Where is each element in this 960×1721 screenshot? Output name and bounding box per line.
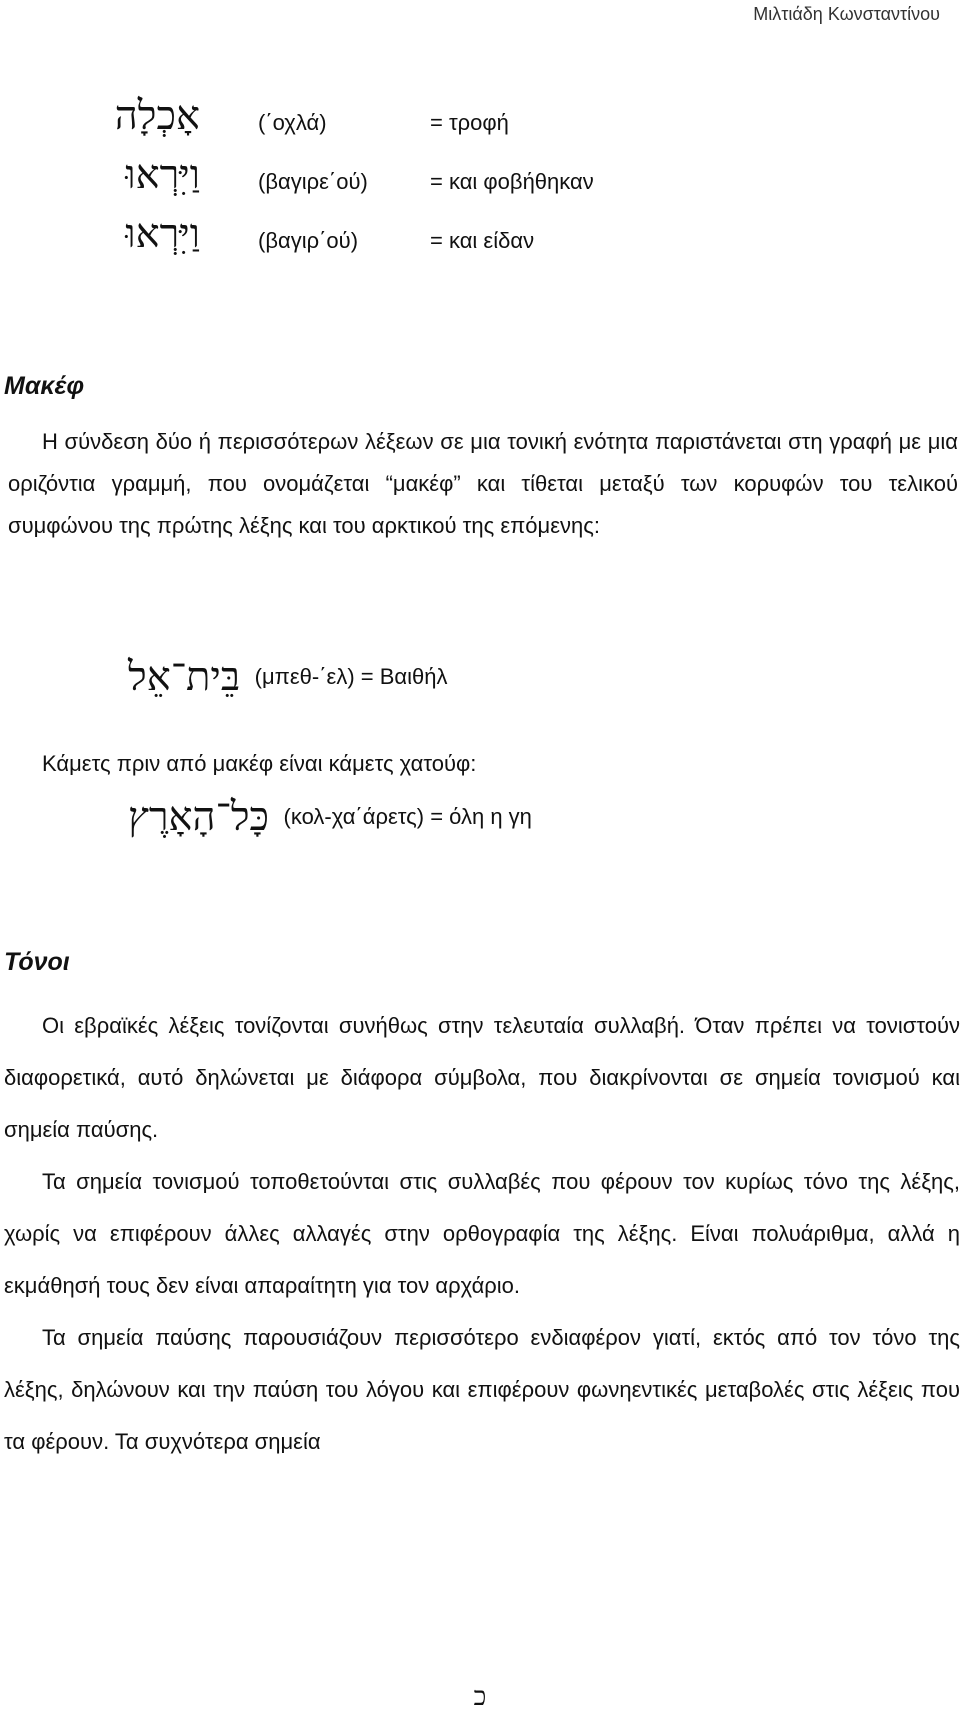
vocab-row xyxy=(0,93,960,148)
meaning: = και φοβήθηκαν xyxy=(430,169,594,194)
hebrew-word: וַיִּרְאוּ xyxy=(125,211,200,257)
example-translation: (μπεθ-΄ελ) = Βαιθήλ xyxy=(254,664,448,689)
tonoi-paragraph: Τα σημεία παύσης παρουσιάζουν περισσότερο ενδιαφέρον γιατί, εκτός από τον τόνο της λέξης, δηλώνουν και την παύση του λόγου και επιφέρουν φωνηεντικές μεταβολές στις λέξεις που τα φέρουν. Τα συχνότερα σημεία xyxy=(4,1325,960,1454)
kamets-note: Κάμετς πριν από μακέφ είναι κάμετς χατούφ: xyxy=(42,751,477,776)
example-beth-el xyxy=(128,654,448,713)
example-kol-haarets xyxy=(128,794,532,853)
transliteration: (βαγιρ΄ού) xyxy=(258,228,359,253)
hebrew-word: וַיִּרְאוּ xyxy=(125,152,200,198)
transliteration: (βαγιρε΄ού) xyxy=(258,169,368,194)
vocab-row xyxy=(0,152,960,207)
meaning: = τροφή xyxy=(430,110,509,135)
tonoi-paragraph: Οι εβραϊκές λέξεις τονίζονται συνήθως στην τελευταία συλλαβή. Όταν πρέπει να τονιστούν διαφορετικά, αυτό δηλώνεται με διάφορα σύμβολα, που διακρίνονται σε σημεία τονισμού και σημεία παύσης. xyxy=(4,1013,960,1142)
hebrew-word: אָכְלָה xyxy=(114,93,200,139)
vocab-row xyxy=(0,211,960,266)
section-heading-tonoi: Τόνοι xyxy=(4,948,70,976)
hebrew-word: כָּל־הָאָרֶץ xyxy=(128,794,270,840)
meaning: = και είδαν xyxy=(430,228,535,253)
transliteration: (΄οχλά) xyxy=(258,110,327,135)
tonoi-paragraph: Τα σημεία τονισμού τοποθετούνται στις συλλαβές που φέρουν τον κυρίως τόνο της λέξης, χωρίς να επιφέρουν άλλες αλλαγές στην ορθογραφία της λέξης. Είναι πολυάριθμα, αλλά η εκμάθησή τους δεν είναι απαραίτητη για τον αρχάριο. xyxy=(4,1169,960,1298)
author-name: Μιλτιάδη Κωνσταντίνου xyxy=(753,4,940,24)
hebrew-word: בֵּית־אֵל xyxy=(128,654,241,700)
page-number: כ xyxy=(473,1682,487,1712)
tonoi-body xyxy=(4,1000,960,1468)
section-heading-makef: Μακέφ xyxy=(4,372,85,400)
makef-paragraph: Η σύνδεση δύο ή περισσότερων λέξεων σε μια τονική ενότητα παριστάνεται στη γραφή με μια οριζόντια γραμμή, που ονομάζεται “μακέφ” και τίθεται μεταξύ των κορυφών του τελικού συμφώνου της πρώτης λέξης και του αρκτικού της επόμενης: xyxy=(8,429,958,538)
example-translation: (κολ-χα΄άρετς) = όλη η γη xyxy=(283,804,532,829)
